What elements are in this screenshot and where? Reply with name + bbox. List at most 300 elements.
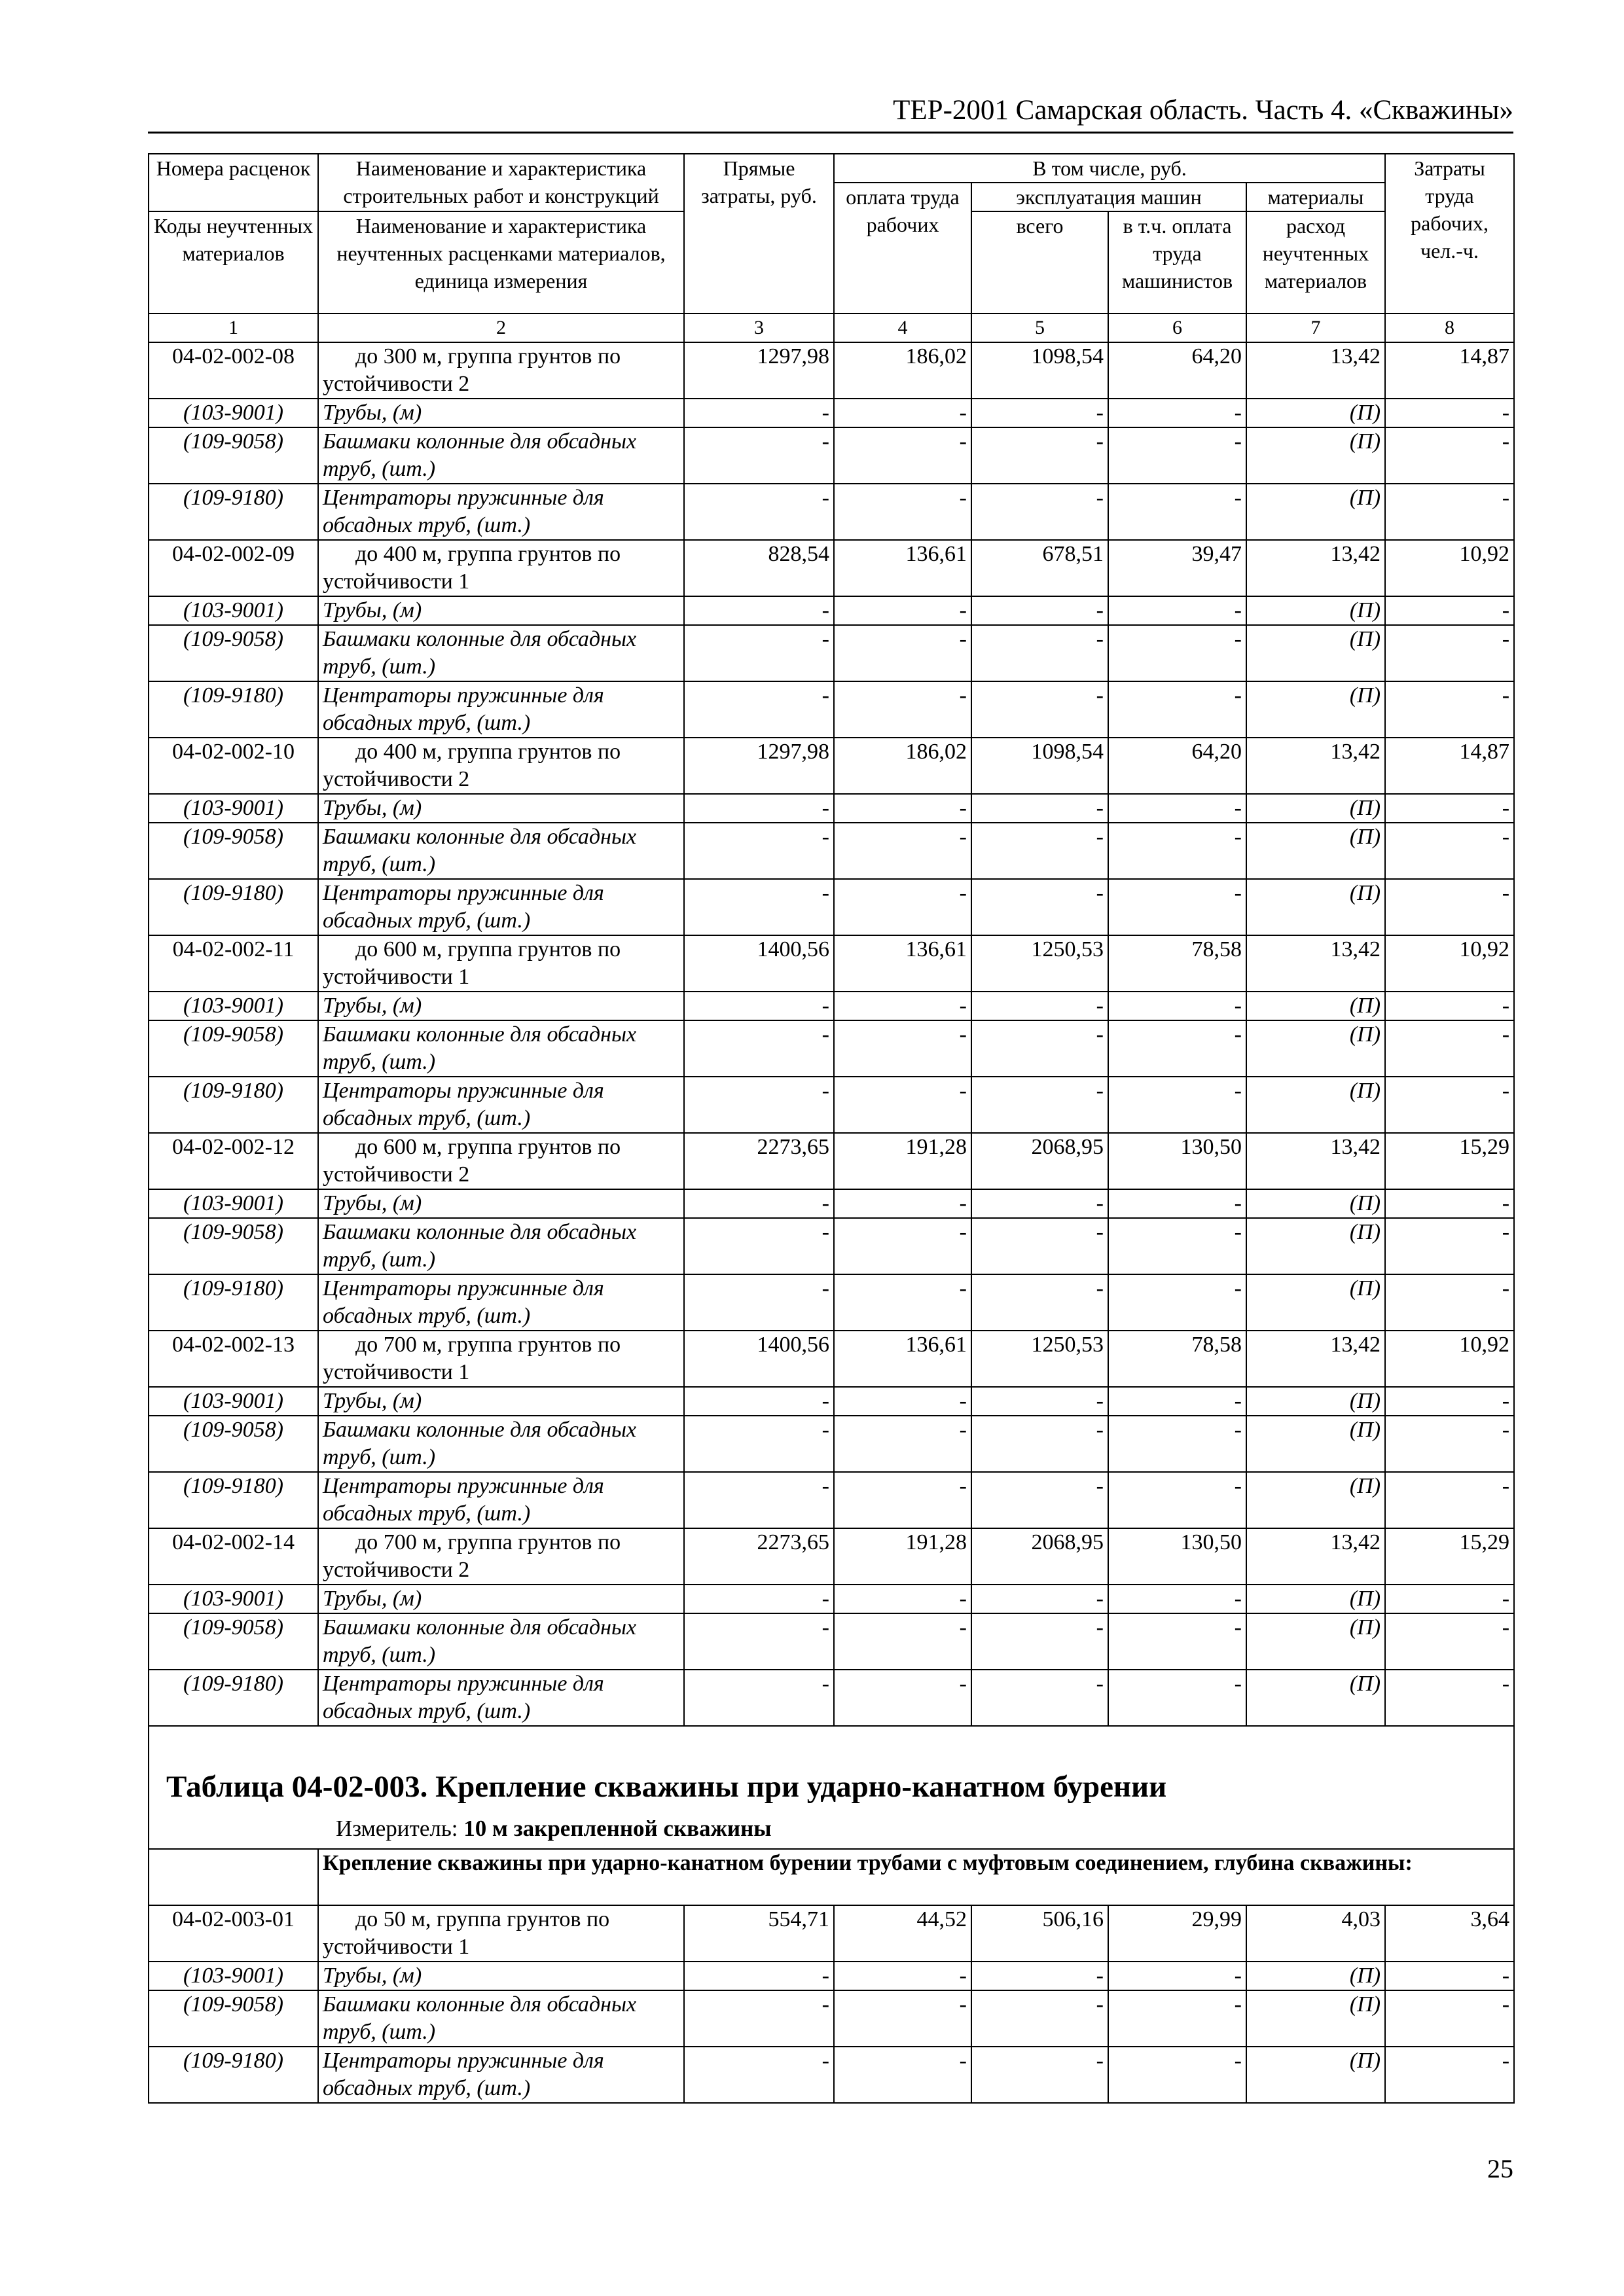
material-mark: (П): [1246, 1189, 1385, 1218]
direct-cost: 554,71: [684, 1905, 834, 1962]
dash-value: -: [1385, 1472, 1514, 1528]
materials-cost: 13,42: [1246, 935, 1385, 992]
table-title: Таблица 04-02-003. Крепление скважины при ударно-канатном бурении: [166, 1770, 1167, 1804]
rate-row: [149, 540, 1514, 596]
material-name: Башмаки колонные для обсадных труб, (шт.): [318, 1613, 684, 1670]
labor-pay: 191,28: [834, 1133, 971, 1189]
dash-value: -: [684, 992, 834, 1020]
dash-value: -: [684, 1990, 834, 2047]
direct-cost: 1400,56: [684, 1331, 834, 1387]
material-code: (109-9180): [149, 1670, 318, 1726]
dash-value: -: [834, 625, 971, 681]
dash-value: -: [1385, 2047, 1514, 2103]
labor-pay: 44,52: [834, 1905, 971, 1962]
dash-value: -: [1385, 399, 1514, 427]
dash-value: -: [971, 823, 1108, 879]
material-code: (109-9058): [149, 625, 318, 681]
header-material-codes: Коды неучтенных материалов: [149, 211, 318, 314]
dash-value: -: [1108, 596, 1246, 625]
rate-row: [149, 1331, 1514, 1387]
materials-cost: 13,42: [1246, 540, 1385, 596]
machines-total: 2068,95: [971, 1133, 1108, 1189]
material-row: [149, 823, 1514, 879]
material-row: [149, 1218, 1514, 1274]
labor-pay: 136,61: [834, 540, 971, 596]
dash-value: -: [1108, 992, 1246, 1020]
dash-value: -: [1108, 681, 1246, 738]
material-row: [149, 1585, 1514, 1613]
machinist-pay: 130,50: [1108, 1528, 1246, 1585]
material-name: Центраторы пружинные для обсадных труб, (шт.): [318, 1472, 684, 1528]
dash-value: -: [834, 1387, 971, 1416]
dash-value: -: [1385, 1274, 1514, 1331]
dash-value: -: [1385, 681, 1514, 738]
material-code: (109-9058): [149, 1990, 318, 2047]
dash-value: -: [971, 1990, 1108, 2047]
dash-value: -: [684, 1274, 834, 1331]
labor-hours: 15,29: [1385, 1133, 1514, 1189]
rate-code: 04-02-002-08: [149, 342, 318, 399]
material-row: [149, 1416, 1514, 1472]
dash-value: -: [1385, 1189, 1514, 1218]
dash-value: -: [1108, 794, 1246, 823]
material-row: [149, 427, 1514, 484]
running-header: [148, 92, 1513, 134]
dash-value: -: [1108, 1274, 1246, 1331]
material-code: (103-9001): [149, 794, 318, 823]
dash-value: -: [834, 1585, 971, 1613]
group-title: Крепление скважины при ударно-канатном бурении трубами с муфтовым соединением, глубина скважины:: [318, 1849, 1514, 1905]
dash-value: -: [1385, 1020, 1514, 1077]
material-row: [149, 2047, 1514, 2103]
header-materials-usage: расход неучтенных материалов: [1246, 211, 1385, 314]
labor-hours: 10,92: [1385, 935, 1514, 992]
labor-pay: 186,02: [834, 342, 971, 399]
dash-value: -: [1108, 625, 1246, 681]
material-name: Трубы, (м): [318, 1387, 684, 1416]
dash-value: -: [971, 1416, 1108, 1472]
labor-hours: 14,87: [1385, 342, 1514, 399]
dash-value: -: [971, 1613, 1108, 1670]
dash-value: -: [1385, 427, 1514, 484]
rate-code: 04-02-002-14: [149, 1528, 318, 1585]
material-mark: (П): [1246, 1613, 1385, 1670]
rate-row: [149, 935, 1514, 992]
material-code: (109-9180): [149, 681, 318, 738]
header-material-names: Наименование и характеристика неучтенных расценками материалов, единица измерения: [318, 211, 684, 314]
material-row: [149, 1077, 1514, 1133]
direct-cost: 2273,65: [684, 1133, 834, 1189]
material-name: Трубы, (м): [318, 1189, 684, 1218]
material-mark: (П): [1246, 992, 1385, 1020]
dash-value: -: [684, 625, 834, 681]
dash-value: -: [834, 823, 971, 879]
material-mark: (П): [1246, 399, 1385, 427]
page-number: 25: [1487, 2154, 1513, 2183]
material-name: Центраторы пружинные для обсадных труб, (шт.): [318, 1077, 684, 1133]
material-name: Башмаки колонные для обсадных труб, (шт.): [318, 1218, 684, 1274]
dash-value: -: [971, 625, 1108, 681]
material-code: (109-9180): [149, 2047, 318, 2103]
column-number: 1: [149, 314, 318, 342]
dash-value: -: [971, 1020, 1108, 1077]
material-mark: (П): [1246, 681, 1385, 738]
dash-value: -: [834, 1670, 971, 1726]
material-mark: (П): [1246, 1077, 1385, 1133]
dash-value: -: [834, 794, 971, 823]
material-code: (103-9001): [149, 1387, 318, 1416]
material-code: (103-9001): [149, 992, 318, 1020]
material-code: (109-9058): [149, 427, 318, 484]
dash-value: -: [1108, 1990, 1246, 2047]
dash-value: -: [1385, 596, 1514, 625]
material-mark: (П): [1246, 1472, 1385, 1528]
materials-cost: 13,42: [1246, 1133, 1385, 1189]
dash-value: -: [1385, 1077, 1514, 1133]
material-name: Трубы, (м): [318, 1585, 684, 1613]
labor-hours: 14,87: [1385, 738, 1514, 794]
rate-row: [149, 1528, 1514, 1585]
machines-total: 1250,53: [971, 1331, 1108, 1387]
material-row: [149, 596, 1514, 625]
material-row: [149, 484, 1514, 540]
header-rate-numbers: Номера расценок: [149, 154, 318, 211]
rate-code: 04-02-002-10: [149, 738, 318, 794]
material-name: Башмаки колонные для обсадных труб, (шт.): [318, 823, 684, 879]
dash-value: -: [1108, 427, 1246, 484]
dash-value: -: [1108, 1077, 1246, 1133]
dash-value: -: [834, 992, 971, 1020]
dash-value: -: [971, 1274, 1108, 1331]
material-code: (109-9058): [149, 823, 318, 879]
machinist-pay: 78,58: [1108, 935, 1246, 992]
measure-value: 10 м закрепленной скважины: [463, 1816, 772, 1841]
material-code: (103-9001): [149, 399, 318, 427]
machines-total: 1098,54: [971, 738, 1108, 794]
dash-value: -: [971, 399, 1108, 427]
labor-hours: 15,29: [1385, 1528, 1514, 1585]
dash-value: -: [1108, 1218, 1246, 1274]
dash-value: -: [684, 1077, 834, 1133]
materials-cost: 4,03: [1246, 1905, 1385, 1962]
dash-value: -: [834, 1077, 971, 1133]
material-code: (109-9180): [149, 484, 318, 540]
material-mark: (П): [1246, 823, 1385, 879]
dash-value: -: [1108, 1962, 1246, 1990]
dash-value: -: [971, 427, 1108, 484]
material-row: [149, 399, 1514, 427]
rate-name: до 400 м, группа грунтов по устойчивости 1: [318, 540, 684, 596]
rate-row: [149, 342, 1514, 399]
material-mark: (П): [1246, 1020, 1385, 1077]
material-code: (103-9001): [149, 1189, 318, 1218]
dash-value: -: [834, 1416, 971, 1472]
dash-value: -: [834, 596, 971, 625]
dash-value: -: [1108, 2047, 1246, 2103]
dash-value: -: [1385, 1416, 1514, 1472]
header-materials: материалы: [1246, 183, 1385, 211]
material-row: [149, 794, 1514, 823]
dash-value: -: [1108, 399, 1246, 427]
rate-name: до 600 м, группа грунтов по устойчивости 2: [318, 1133, 684, 1189]
rate-code: 04-02-002-11: [149, 935, 318, 992]
material-name: Центраторы пружинные для обсадных труб, (шт.): [318, 1274, 684, 1331]
dash-value: -: [1108, 823, 1246, 879]
dash-value: -: [1108, 1020, 1246, 1077]
dash-value: -: [834, 484, 971, 540]
dash-value: -: [834, 1962, 971, 1990]
materials-cost: 13,42: [1246, 342, 1385, 399]
header-machinist-pay: в т.ч. оплата труда машинистов: [1108, 211, 1246, 314]
labor-pay: 191,28: [834, 1528, 971, 1585]
header-machines-total: всего: [971, 211, 1108, 314]
dash-value: -: [684, 399, 834, 427]
material-name: Центраторы пружинные для обсадных труб, (шт.): [318, 1670, 684, 1726]
rate-row: [149, 738, 1514, 794]
machines-total: 506,16: [971, 1905, 1108, 1962]
material-mark: (П): [1246, 484, 1385, 540]
dash-value: -: [1108, 484, 1246, 540]
column-number: 3: [684, 314, 834, 342]
dash-value: -: [971, 794, 1108, 823]
dash-value: -: [834, 1189, 971, 1218]
dash-value: -: [834, 399, 971, 427]
dash-value: -: [834, 1274, 971, 1331]
column-number: 5: [971, 314, 1108, 342]
dash-value: -: [1108, 1670, 1246, 1726]
dash-value: -: [834, 1218, 971, 1274]
dash-value: -: [684, 1613, 834, 1670]
material-name: Трубы, (м): [318, 1962, 684, 1990]
machinist-pay: 64,20: [1108, 342, 1246, 399]
dash-value: -: [684, 596, 834, 625]
dash-value: -: [684, 427, 834, 484]
rate-code: 04-02-002-12: [149, 1133, 318, 1189]
dash-value: -: [834, 879, 971, 935]
rate-name: до 50 м, группа грунтов по устойчивости 1: [318, 1905, 684, 1962]
material-code: (109-9058): [149, 1613, 318, 1670]
material-row: [149, 1670, 1514, 1726]
material-row: [149, 992, 1514, 1020]
dash-value: -: [1385, 1990, 1514, 2047]
dash-value: -: [971, 1387, 1108, 1416]
rate-name: до 400 м, группа грунтов по устойчивости 2: [318, 738, 684, 794]
material-mark: (П): [1246, 1274, 1385, 1331]
rates-table: [148, 153, 1515, 2104]
material-mark: (П): [1246, 1416, 1385, 1472]
material-code: (109-9180): [149, 879, 318, 935]
material-code: (109-9058): [149, 1416, 318, 1472]
direct-cost: 2273,65: [684, 1528, 834, 1585]
column-number: 6: [1108, 314, 1246, 342]
dash-value: -: [971, 1189, 1108, 1218]
labor-hours: 10,92: [1385, 1331, 1514, 1387]
material-row: [149, 1990, 1514, 2047]
header-labor-cost: Затраты труда рабочих, чел.-ч.: [1385, 154, 1514, 314]
dash-value: -: [1385, 1387, 1514, 1416]
dash-value: -: [834, 681, 971, 738]
table-title-block: [149, 1726, 1514, 1849]
labor-pay: 136,61: [834, 1331, 971, 1387]
dash-value: -: [684, 1585, 834, 1613]
material-mark: (П): [1246, 794, 1385, 823]
dash-value: -: [971, 1077, 1108, 1133]
machinist-pay: 130,50: [1108, 1133, 1246, 1189]
dash-value: -: [1108, 1416, 1246, 1472]
column-number: 4: [834, 314, 971, 342]
material-mark: (П): [1246, 625, 1385, 681]
dash-value: -: [1385, 1613, 1514, 1670]
dash-value: -: [684, 1962, 834, 1990]
direct-cost: 1400,56: [684, 935, 834, 992]
dash-value: -: [834, 1990, 971, 2047]
dash-value: -: [834, 427, 971, 484]
rate-name: до 300 м, группа грунтов по устойчивости 2: [318, 342, 684, 399]
dash-value: -: [1108, 879, 1246, 935]
dash-value: -: [1108, 1613, 1246, 1670]
dash-value: -: [684, 1387, 834, 1416]
materials-cost: 13,42: [1246, 1331, 1385, 1387]
materials-cost: 13,42: [1246, 738, 1385, 794]
dash-value: -: [971, 992, 1108, 1020]
direct-cost: 1297,98: [684, 738, 834, 794]
material-code: (109-9058): [149, 1020, 318, 1077]
machinist-pay: 39,47: [1108, 540, 1246, 596]
rate-code: 04-02-002-09: [149, 540, 318, 596]
dash-value: -: [971, 1585, 1108, 1613]
material-mark: (П): [1246, 879, 1385, 935]
material-name: Трубы, (м): [318, 992, 684, 1020]
material-code: (103-9001): [149, 1962, 318, 1990]
labor-pay: 136,61: [834, 935, 971, 992]
material-name: Центраторы пружинные для обсадных труб, (шт.): [318, 2047, 684, 2103]
group-title-code-cell: [149, 1849, 318, 1905]
header-title: ТЕР-2001 Самарская область. Часть 4. «Скважины»: [893, 95, 1513, 126]
material-mark: (П): [1246, 1585, 1385, 1613]
dash-value: -: [684, 2047, 834, 2103]
dash-value: -: [684, 1020, 834, 1077]
rate-name: до 700 м, группа грунтов по устойчивости 2: [318, 1528, 684, 1585]
material-name: Трубы, (м): [318, 399, 684, 427]
machinist-pay: 64,20: [1108, 738, 1246, 794]
material-row: [149, 1613, 1514, 1670]
dash-value: -: [1385, 625, 1514, 681]
material-row: [149, 681, 1514, 738]
machinist-pay: 78,58: [1108, 1331, 1246, 1387]
dash-value: -: [971, 1962, 1108, 1990]
material-row: [149, 1962, 1514, 1990]
material-name: Башмаки колонные для обсадных труб, (шт.): [318, 1416, 684, 1472]
dash-value: -: [834, 1613, 971, 1670]
material-mark: (П): [1246, 1962, 1385, 1990]
material-code: (109-9180): [149, 1077, 318, 1133]
material-mark: (П): [1246, 1387, 1385, 1416]
dash-value: -: [684, 681, 834, 738]
material-row: [149, 1189, 1514, 1218]
labor-hours: 3,64: [1385, 1905, 1514, 1962]
material-code: (103-9001): [149, 596, 318, 625]
material-name: Трубы, (м): [318, 596, 684, 625]
measure-label: Измеритель:: [336, 1816, 458, 1841]
material-name: Центраторы пружинные для обсадных труб, (шт.): [318, 484, 684, 540]
header-labor-pay: оплата труда рабочих: [834, 183, 971, 314]
dash-value: -: [1108, 1189, 1246, 1218]
labor-hours: 10,92: [1385, 540, 1514, 596]
machines-total: 2068,95: [971, 1528, 1108, 1585]
rate-row: [149, 1133, 1514, 1189]
dash-value: -: [834, 2047, 971, 2103]
material-mark: (П): [1246, 2047, 1385, 2103]
material-mark: (П): [1246, 1990, 1385, 2047]
material-row: [149, 625, 1514, 681]
material-name: Башмаки колонные для обсадных труб, (шт.): [318, 1990, 684, 2047]
dash-value: -: [1385, 1218, 1514, 1274]
rate-row: [149, 1905, 1514, 1962]
material-row: [149, 1274, 1514, 1331]
dash-value: -: [684, 794, 834, 823]
material-mark: (П): [1246, 1670, 1385, 1726]
machines-total: 1098,54: [971, 342, 1108, 399]
material-code: (109-9180): [149, 1472, 318, 1528]
materials-cost: 13,42: [1246, 1528, 1385, 1585]
header-direct-costs: Прямые затраты, руб.: [684, 154, 834, 314]
dash-value: -: [684, 823, 834, 879]
dash-value: -: [1385, 823, 1514, 879]
dash-value: -: [684, 879, 834, 935]
rate-name: до 600 м, группа грунтов по устойчивости 1: [318, 935, 684, 992]
material-row: [149, 1472, 1514, 1528]
material-mark: (П): [1246, 427, 1385, 484]
dash-value: -: [1108, 1472, 1246, 1528]
header-work-name: Наименование и характеристика строительных работ и конструкций: [318, 154, 684, 211]
material-name: Центраторы пружинные для обсадных труб, (шт.): [318, 681, 684, 738]
dash-value: -: [971, 879, 1108, 935]
material-name: Башмаки колонные для обсадных труб, (шт.): [318, 625, 684, 681]
machines-total: 678,51: [971, 540, 1108, 596]
material-name: Башмаки колонные для обсадных труб, (шт.): [318, 1020, 684, 1077]
dash-value: -: [834, 1472, 971, 1528]
dash-value: -: [971, 1472, 1108, 1528]
dash-value: -: [684, 484, 834, 540]
dash-value: -: [971, 1670, 1108, 1726]
direct-cost: 1297,98: [684, 342, 834, 399]
material-row: [149, 879, 1514, 935]
machinist-pay: 29,99: [1108, 1905, 1246, 1962]
column-number: 7: [1246, 314, 1385, 342]
column-number: 2: [318, 314, 684, 342]
dash-value: -: [684, 1472, 834, 1528]
header-machines: эксплуатация машин: [971, 183, 1246, 211]
measure-line: [149, 1806, 1513, 1848]
dash-value: -: [971, 484, 1108, 540]
rate-name: до 700 м, группа грунтов по устойчивости 1: [318, 1331, 684, 1387]
material-code: (109-9058): [149, 1218, 318, 1274]
dash-value: -: [971, 1218, 1108, 1274]
rate-code: 04-02-002-13: [149, 1331, 318, 1387]
material-code: (103-9001): [149, 1585, 318, 1613]
dash-value: -: [1385, 1585, 1514, 1613]
material-mark: (П): [1246, 1218, 1385, 1274]
dash-value: -: [684, 1670, 834, 1726]
dash-value: -: [684, 1416, 834, 1472]
material-name: Башмаки колонные для обсадных труб, (шт.): [318, 427, 684, 484]
dash-value: -: [971, 596, 1108, 625]
machines-total: 1250,53: [971, 935, 1108, 992]
material-row: [149, 1387, 1514, 1416]
dash-value: -: [1108, 1387, 1246, 1416]
dash-value: -: [834, 1020, 971, 1077]
material-row: [149, 1020, 1514, 1077]
